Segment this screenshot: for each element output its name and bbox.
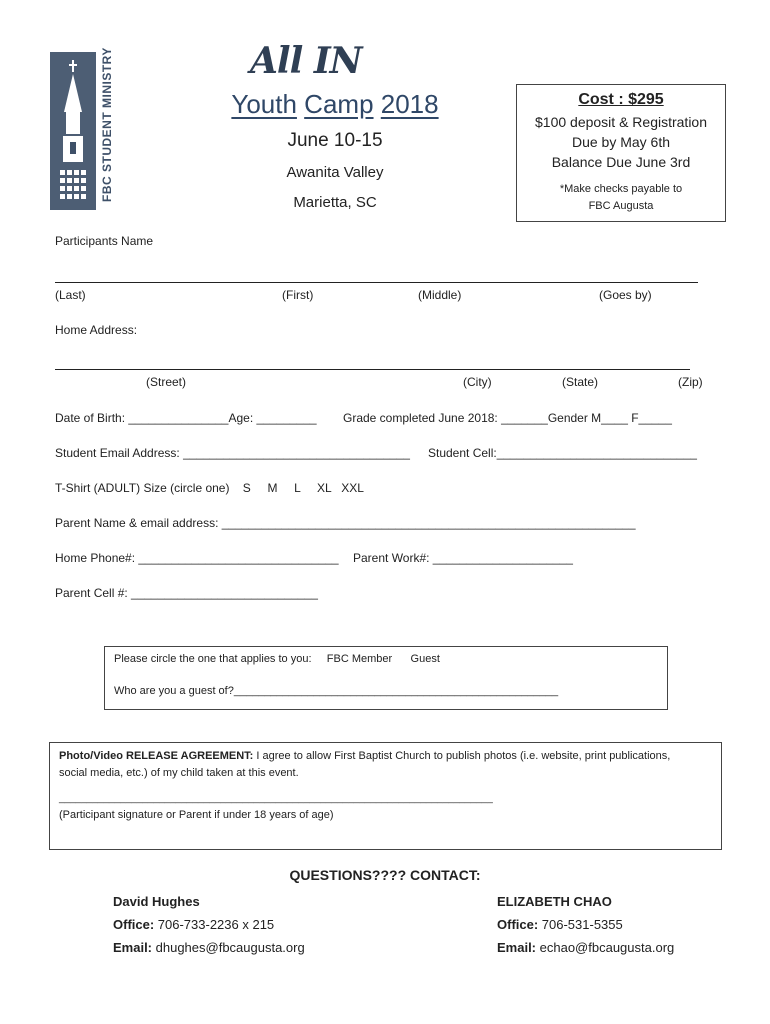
release-text-part1: I agree to allow First Baptist Church to publish photos (i.e. website, print publications, <box>253 750 671 762</box>
participant-name-label: Participants Name <box>55 234 154 248</box>
signature-label: (Participant signature or Parent if under 18 years of age) <box>59 809 334 821</box>
name-part-goes-by: (Goes by) <box>599 288 652 302</box>
office-number: 706-531-5355 <box>538 917 623 932</box>
member-guest-options[interactable]: Please circle the one that applies to you: FBC Member Guest <box>114 653 440 665</box>
address-part-state: (State) <box>562 375 599 389</box>
grade-gender-field[interactable]: Grade completed June 2018: _______Gender M____ F_____ <box>343 411 672 425</box>
name-part-first: (First) <box>282 288 314 302</box>
subtitle-word-year: 2018 <box>380 89 439 119</box>
student-email-field[interactable]: Student Email Address: __________________________________ <box>55 446 410 460</box>
address-part-zip: (Zip) <box>678 375 703 389</box>
student-cell-field[interactable]: Student Cell:______________________________ <box>428 446 697 460</box>
tshirt-size-options[interactable]: T-Shirt (ADULT) Size (circle one) S M L XL XXL <box>55 481 364 495</box>
cost-balance: Balance Due June 3rd <box>551 154 691 170</box>
email-label: Email: <box>113 940 153 955</box>
ministry-logo <box>48 47 120 212</box>
home-address-label: Home Address: <box>55 323 138 337</box>
home-address-field[interactable] <box>55 369 690 370</box>
logo-text: FBC STUDENT MINISTRY <box>100 47 114 202</box>
home-phone-field[interactable]: Home Phone#: ______________________________ <box>55 551 339 565</box>
release-text-line2: social media, etc.) of my child taken at this event. <box>59 767 299 779</box>
camp-location-city: Marietta, SC <box>293 194 377 211</box>
camp-subtitle <box>210 89 460 120</box>
release-agreement-box <box>49 742 722 850</box>
name-part-middle: (Middle) <box>418 288 462 302</box>
cost-box <box>516 84 726 222</box>
dob-age-field[interactable]: Date of Birth: _______________Age: _________ <box>55 411 317 425</box>
contact-name-chao: ELIZABETH CHAO <box>497 894 612 909</box>
subtitle-word-camp: Camp <box>304 89 374 119</box>
release-title: Photo/Video RELEASE AGREEMENT: <box>59 750 254 762</box>
contact-email-hughes <box>113 940 305 955</box>
contact-name-hughes: David Hughes <box>113 894 200 909</box>
parent-cell-field[interactable]: Parent Cell #: ____________________________ <box>55 586 318 600</box>
email-address: echao@fbcaugusta.org <box>536 940 675 955</box>
contact-office-chao <box>497 917 623 932</box>
cost-note-payable: *Make checks payable to <box>559 183 683 195</box>
camp-dates: June 10-15 <box>287 130 383 151</box>
parent-name-email-field[interactable]: Parent Name & email address: ______________________________________________________________ <box>55 516 636 530</box>
camp-location-name: Awanita Valley <box>286 164 384 181</box>
address-part-street: (Street) <box>146 375 187 389</box>
member-guest-box <box>104 646 668 710</box>
address-part-city: (City) <box>463 375 492 389</box>
cost-deposit: $100 deposit & Registration <box>535 114 707 130</box>
release-text-line1 <box>59 750 670 762</box>
office-number: 706-733-2236 x 215 <box>154 917 275 932</box>
contact-heading: QUESTIONS???? CONTACT: <box>289 867 481 883</box>
email-label: Email: <box>497 940 537 955</box>
name-part-last: (Last) <box>55 288 86 302</box>
cost-due-date: Due by May 6th <box>571 134 671 150</box>
email-address: dhughes@fbcaugusta.org <box>152 940 305 955</box>
participant-name-field[interactable] <box>55 282 698 283</box>
contact-email-chao <box>497 940 674 955</box>
guest-of-field[interactable]: Who are you a guest of?_____________________________________________________ <box>114 685 559 697</box>
contact-office-hughes <box>113 917 274 932</box>
office-label: Office: <box>497 917 539 932</box>
subtitle-word-youth: Youth <box>231 89 297 119</box>
cost-note-payee: FBC Augusta <box>588 200 654 212</box>
office-label: Office: <box>113 917 155 932</box>
parent-work-field[interactable]: Parent Work#: _____________________ <box>353 551 573 565</box>
camp-title: All IN <box>250 40 362 82</box>
signature-field[interactable]: ______________________________________________________________________________ <box>59 793 493 804</box>
cost-title: Cost : $295 <box>578 91 664 108</box>
